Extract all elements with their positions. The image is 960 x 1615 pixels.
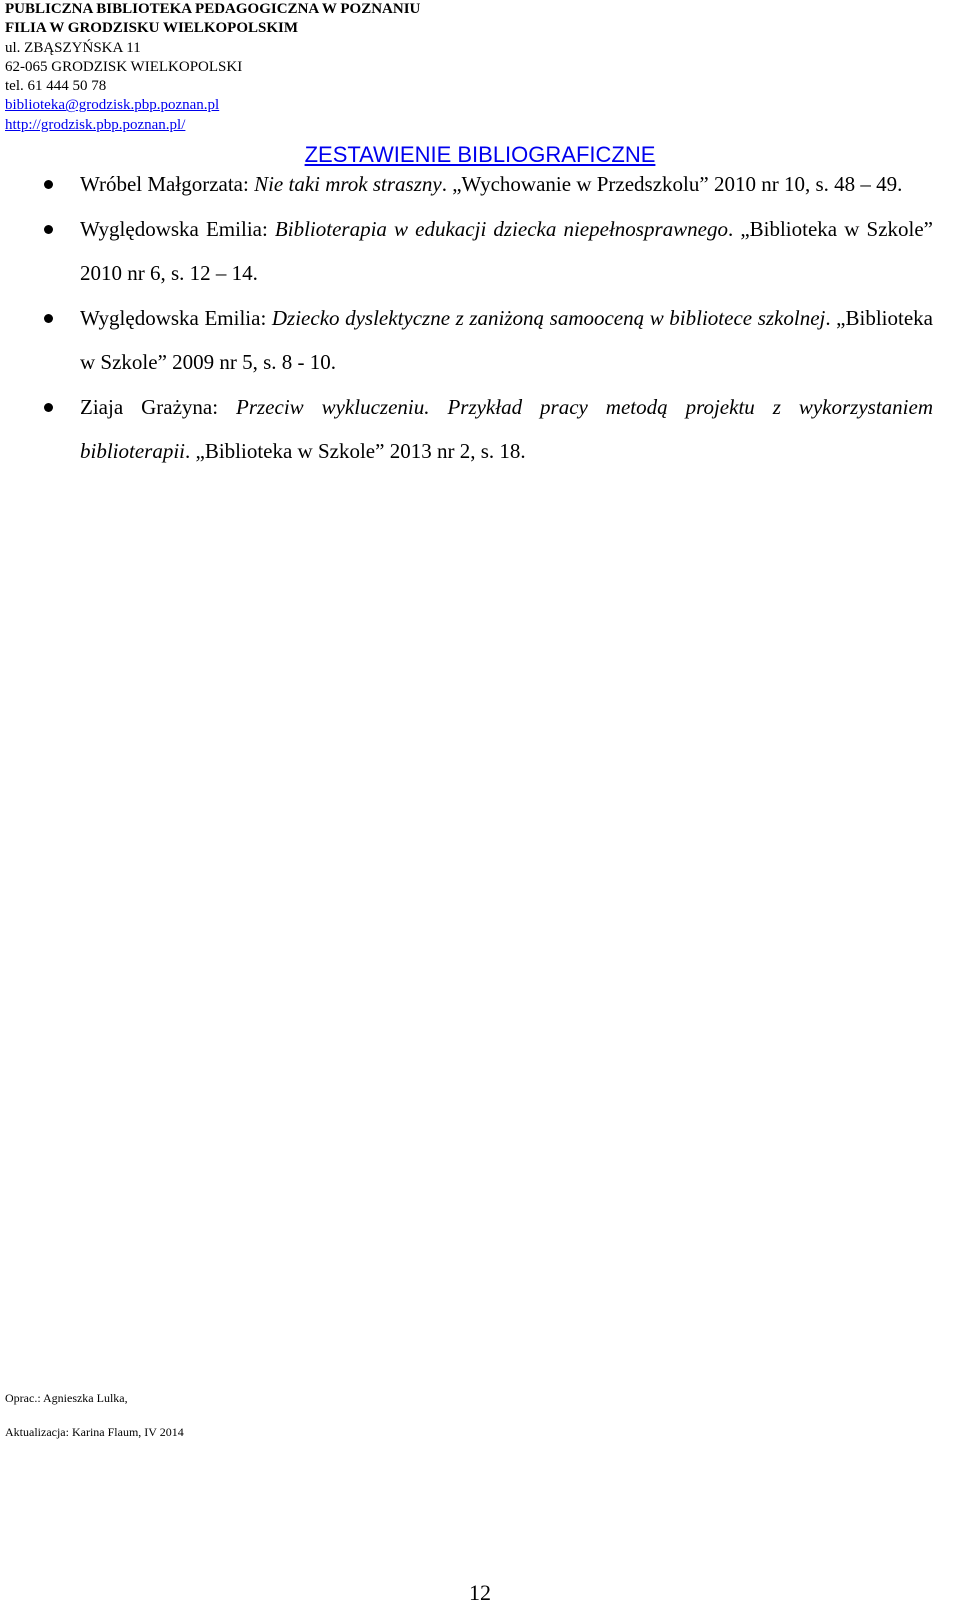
website-link[interactable]: http://grodzisk.pbp.poznan.pl/: [5, 116, 186, 133]
street-address: ul. ZBĄSZYŃSKA 11: [5, 39, 141, 56]
document-title: ZESTAWIENIE BIBLIOGRAFICZNE: [304, 142, 656, 167]
entry-source: . „Biblioteka w Szkole” 2010 nr 6, s. 12 – 14.: [80, 216, 933, 285]
entry-title: Nie taki mrok straszny: [254, 172, 442, 196]
page-number: 12: [469, 1580, 491, 1605]
phone-number: tel. 61 444 50 78: [5, 78, 107, 95]
entry-author: Wyględowska Emilia:: [80, 216, 275, 241]
entry-author: Wróbel Małgorzata:: [80, 172, 255, 196]
bibliography-entry: [0, 385, 933, 474]
prepared-by: Oprac.: Agnieszka Lulka,: [5, 1391, 128, 1405]
bibliography-list: [0, 162, 960, 474]
entry-title: Przeciw wykluczeniu. Przykład pracy metodą projektu z wykorzystaniem biblioterapii: [80, 394, 933, 463]
entry-source: . „Wychowanie w Przedszkolu” 2010 nr 10, s. 48 – 49.: [441, 172, 903, 196]
email-link[interactable]: biblioteka@grodzisk.pbp.poznan.pl: [5, 97, 220, 114]
entry-source: . „Biblioteka w Szkole” 2013 nr 2, s. 18.: [185, 439, 526, 463]
updated-by: Aktualizacja: Karina Flaum, IV 2014: [5, 1425, 184, 1439]
branch-name: FILIA W GRODZISKU WIELKOPOLSKIM: [5, 20, 298, 37]
postal-address: 62-065 GRODZISK WIELKOPOLSKI: [5, 58, 243, 75]
bibliography-entry: [0, 162, 933, 207]
bullet-icon: [44, 314, 53, 323]
entry-author: Ziaja Grażyna:: [80, 394, 236, 419]
entry-author: Wyględowska Emilia:: [80, 305, 272, 330]
bullet-icon: [44, 225, 53, 234]
entry-title: Biblioterapia w edukacji dziecka niepełnosprawnego: [274, 216, 728, 241]
entry-title: Dziecko dyslektyczne z zaniżoną samooceną w bibliotece szkolnej: [271, 305, 826, 330]
bibliography-entry: [0, 207, 933, 296]
entry-source: . „Biblioteka w Szkole” 2009 nr 5, s. 8 - 10.: [80, 305, 933, 374]
library-name: PUBLICZNA BIBLIOTEKA PEDAGOGICZNA W POZNANIU: [5, 1, 421, 17]
bullet-icon: [44, 180, 53, 189]
bibliography-entry: [0, 296, 933, 385]
library-header: [5, 0, 525, 135]
bullet-icon: [44, 403, 53, 412]
